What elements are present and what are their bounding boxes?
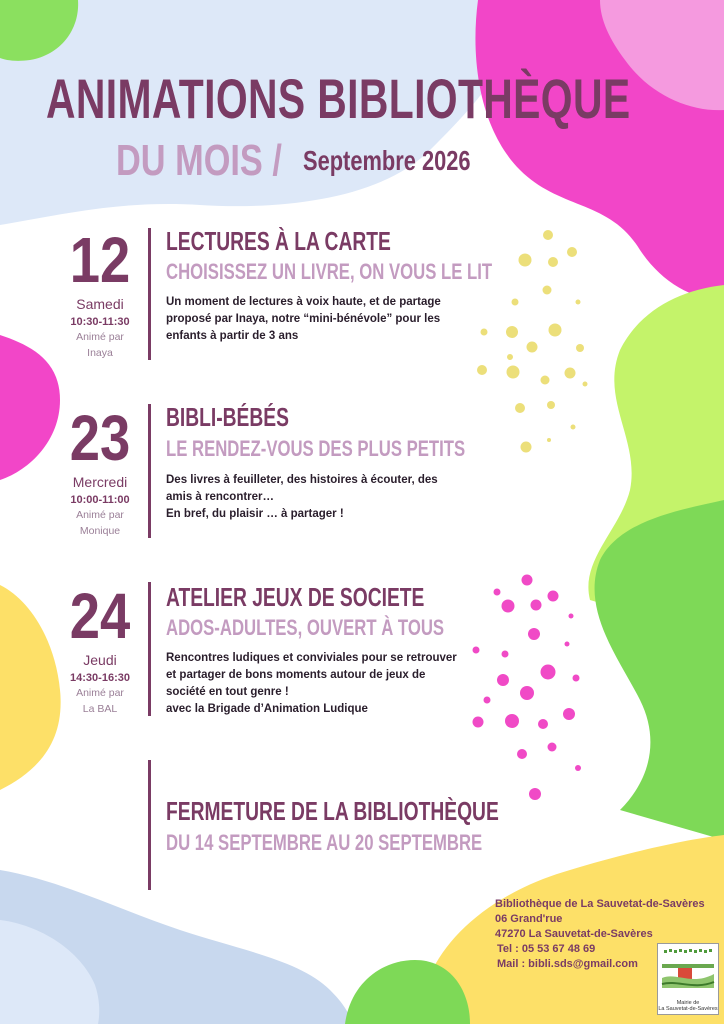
event-3-description bbox=[166, 650, 466, 718]
right-green-blob bbox=[595, 500, 724, 840]
event-3-desc-line: société en tout genre ! bbox=[166, 686, 289, 698]
contact-city: 47270 La Sauvetat-de-Savères bbox=[495, 928, 653, 940]
event-2-divider bbox=[148, 404, 151, 538]
contact-name: Bibliothèque de La Sauvetat-de-Savères bbox=[495, 898, 705, 910]
event-2-date bbox=[40, 402, 160, 538]
event-1-description bbox=[166, 294, 466, 345]
event-3-date bbox=[40, 580, 160, 716]
event-2-desc-line: amis à rencontrer… bbox=[166, 491, 275, 503]
event-2-weekday: Mercredi bbox=[72, 474, 128, 490]
event-3-desc-line: et partager de bons moments autour de jeux de bbox=[166, 669, 426, 681]
closure-divider bbox=[148, 760, 151, 890]
event-1-day: 12 bbox=[69, 224, 131, 296]
event-2-host-line2: Monique bbox=[79, 525, 121, 537]
event-1-desc-line: Un moment de lectures à voix haute, et de partage bbox=[166, 296, 441, 308]
event-2-desc-line: En bref, du plaisir … à partager ! bbox=[166, 508, 344, 520]
event-3-day: 24 bbox=[69, 580, 131, 652]
contact-email: Mail : bibli.sds@gmail.com bbox=[497, 958, 638, 970]
event-1-title: LECTURES À LA CARTE bbox=[166, 226, 391, 256]
closure-dates: DU 14 SEPTEMBRE AU 20 SEPTEMBRE bbox=[166, 830, 483, 855]
mairie-caption-line2: La Sauvetat-de-Savères bbox=[658, 1006, 718, 1012]
event-1-divider bbox=[148, 228, 151, 360]
event-3-host-line2: La BAL bbox=[82, 703, 118, 715]
event-2-time: 10:00-11:00 bbox=[70, 494, 130, 506]
event-3-time: 14:30-16:30 bbox=[70, 672, 130, 684]
event-3-weekday: Jeudi bbox=[83, 652, 117, 668]
mairie-logo-caption bbox=[658, 1000, 718, 1012]
event-3-host-line1: Animé par bbox=[76, 687, 124, 699]
event-2-subtitle: LE RENDEZ-VOUS DES PLUS PETITS bbox=[166, 436, 466, 461]
contact-street: 06 Grand'rue bbox=[495, 913, 563, 925]
mairie-caption-line1: Mairie de bbox=[676, 1000, 700, 1006]
event-1-desc-line: enfants à partir de 3 ans bbox=[166, 330, 299, 342]
event-2-description bbox=[166, 472, 466, 523]
event-1-host-line2: Inaya bbox=[87, 347, 113, 359]
mairie-logo bbox=[657, 943, 719, 1015]
subtitle-month: Septembre 2026 bbox=[303, 145, 471, 176]
event-3-title: ATELIER JEUX DE SOCIETE bbox=[166, 582, 425, 612]
main-title: ANIMATIONS BIBLIOTHÈQUE bbox=[46, 67, 631, 130]
event-2-host-line1: Animé par bbox=[76, 509, 124, 521]
pink-dots bbox=[473, 575, 582, 801]
event-1-subtitle: CHOISISSEZ UN LIVRE, ON VOUS LE LIT bbox=[166, 259, 493, 284]
contact-phone: Tel : 05 53 67 48 69 bbox=[497, 943, 596, 955]
event-3-desc-line: Rencontres ludiques et conviviales pour se retrouver bbox=[166, 652, 457, 664]
event-2-day: 23 bbox=[69, 402, 131, 474]
event-1-weekday: Samedi bbox=[76, 296, 124, 312]
yellow-dots bbox=[477, 230, 588, 453]
event-1-time: 10:30-11:30 bbox=[70, 316, 130, 328]
event-3-divider bbox=[148, 582, 151, 716]
event-1-host-line1: Animé par bbox=[76, 331, 124, 343]
event-2-title: BIBLI-BÉBÉS bbox=[166, 402, 289, 432]
event-1-desc-line: proposé par Inaya, notre “mini-bénévole” pour les bbox=[166, 313, 441, 325]
event-3-desc-line: avec la Brigade d’Animation Ludique bbox=[166, 703, 368, 715]
closure-title: FERMETURE DE LA BIBLIOTHÈQUE bbox=[166, 796, 499, 826]
subtitle-du-mois: DU MOIS / bbox=[116, 136, 282, 185]
event-1-date bbox=[40, 224, 160, 360]
event-3-subtitle: ADOS-ADULTES, OUVERT À TOUS bbox=[166, 615, 445, 640]
event-2-desc-line: Des livres à feuilleter, des histoires à écouter, des bbox=[166, 474, 438, 486]
mairie-logo-icon bbox=[658, 944, 718, 996]
